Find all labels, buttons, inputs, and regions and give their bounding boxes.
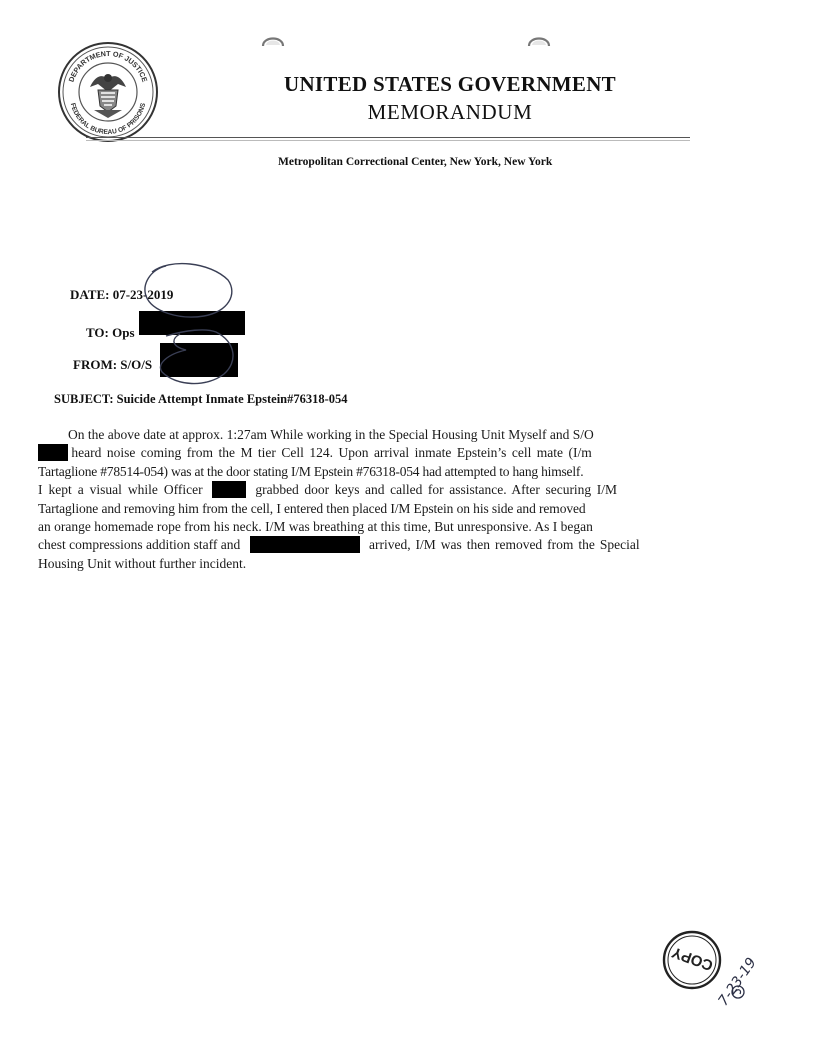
government-title: UNITED STATES GOVERNMENT xyxy=(284,72,616,96)
memorandum-title: MEMORANDUM xyxy=(367,100,533,124)
body-line-7a: chest compressions addition staff and xyxy=(38,537,241,553)
subject-field: SUBJECT: Suicide Attempt Inmate Epstein#76318-054 xyxy=(54,392,348,406)
body-line-3: Tartaglione #78514-054) was at the door stating I/M Epstein #76318-054 had attempted to hang himself. xyxy=(38,463,584,479)
header-rule-secondary xyxy=(86,140,690,141)
date-field: DATE: 07-23-2019 xyxy=(70,287,174,302)
memo-body xyxy=(38,426,718,573)
body-line-4 xyxy=(38,481,718,499)
doj-seal-icon xyxy=(56,40,160,144)
redaction-from xyxy=(160,343,238,377)
redaction-officer-2 xyxy=(212,481,246,498)
body-line-5: Tartaglione and removing him from the cell, I entered then placed I/M Epstein on his side and removed xyxy=(38,500,586,516)
body-line-1: On the above date at approx. 1:27am While working in the Special Housing Unit Myself and S/O xyxy=(68,427,594,442)
body-line-2-text: heard noise coming from the M tier Cell 124. Upon arrival inmate Epstein’s cell mate (I/m xyxy=(71,445,592,461)
svg-text:DEPARTMENT OF JUSTICE: DEPARTMENT OF JUSTICE xyxy=(66,48,150,84)
body-line-4a: I kept a visual while Officer xyxy=(38,482,203,498)
punch-hole-right-icon xyxy=(527,33,551,47)
header-rule xyxy=(86,137,690,138)
to-field: TO: Ops xyxy=(86,325,135,340)
body-line-7b: arrived, I/M was then removed from the Special xyxy=(368,537,640,553)
copy-stamp-icon xyxy=(658,922,768,1022)
redaction-to xyxy=(139,311,245,335)
body-line-2 xyxy=(38,444,718,462)
redaction-officer-1 xyxy=(38,444,68,461)
punch-hole-left-icon xyxy=(261,33,285,47)
redaction-staff xyxy=(250,536,360,553)
body-line-4b: grabbed door keys and called for assistance. After securing I/M xyxy=(255,482,618,498)
facility-location: Metropolitan Correctional Center, New York, New York xyxy=(278,156,553,168)
svg-text:FEDERAL BUREAU OF PRISONS: FEDERAL BUREAU OF PRISONS xyxy=(68,102,148,137)
svg-text:7-23-19: 7-23-19 xyxy=(715,954,760,1009)
body-line-8: Housing Unit without further incident. xyxy=(38,555,247,571)
svg-text:COPY: COPY xyxy=(669,943,716,974)
from-field: FROM: S/O/S xyxy=(73,357,153,372)
body-line-7 xyxy=(38,536,718,554)
body-line-6: an orange homemade rope from his neck. I/M was breathing at this time, But unresponsive. As I began xyxy=(38,518,593,534)
